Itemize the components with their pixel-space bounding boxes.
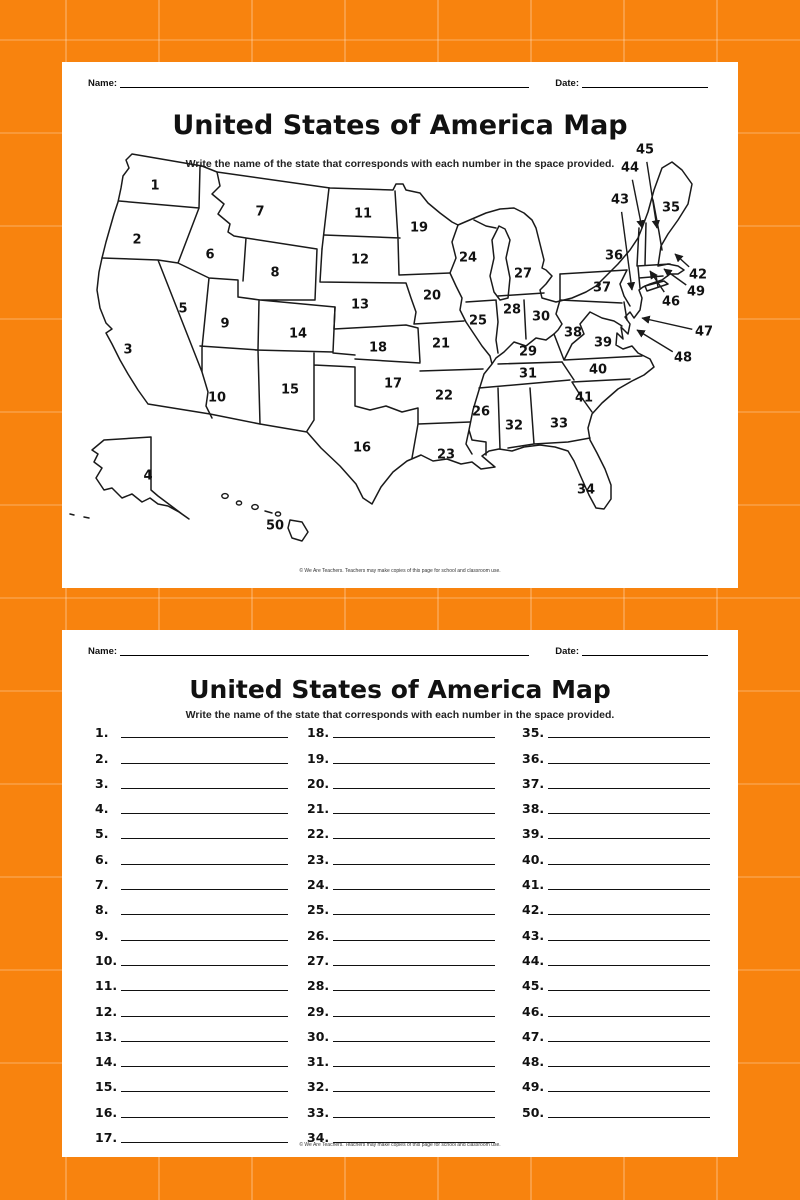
state-number: 29 bbox=[518, 344, 538, 360]
answer-number: 27. bbox=[307, 952, 330, 968]
answer-row bbox=[307, 1019, 497, 1044]
state-number: 13 bbox=[350, 297, 370, 313]
state-number: 6 bbox=[205, 247, 215, 263]
answer-blank-line bbox=[121, 778, 288, 789]
state-number: 44 bbox=[620, 160, 640, 176]
answer-blank-line bbox=[548, 1081, 710, 1092]
answer-row bbox=[522, 816, 712, 841]
answer-number: 24. bbox=[307, 877, 330, 893]
answer-row bbox=[522, 1069, 712, 1094]
state-number: 43 bbox=[610, 192, 630, 208]
state-number: 42 bbox=[688, 267, 708, 283]
answer-row bbox=[307, 867, 497, 892]
state-number: 15 bbox=[280, 382, 300, 398]
answer-blank-line bbox=[548, 1107, 710, 1118]
answer-number: 35. bbox=[522, 725, 545, 741]
name-label: Name: bbox=[88, 78, 118, 89]
state-number: 47 bbox=[694, 324, 714, 340]
answer-row bbox=[522, 993, 712, 1018]
state-borders-west bbox=[102, 167, 335, 418]
answer-number: 37. bbox=[522, 775, 545, 791]
answer-number: 17. bbox=[95, 1130, 118, 1146]
answer-row bbox=[307, 968, 497, 993]
answer-blank-line bbox=[121, 803, 288, 814]
answer-blank-line bbox=[548, 1031, 710, 1042]
answer-blank-line bbox=[548, 955, 710, 966]
answer-number: 32. bbox=[307, 1079, 330, 1095]
answer-blank-line bbox=[333, 753, 495, 764]
answer-number: 38. bbox=[522, 801, 545, 817]
answer-row bbox=[95, 816, 290, 841]
state-number: 16 bbox=[352, 440, 372, 456]
answer-row bbox=[307, 740, 497, 765]
answer-row bbox=[95, 867, 290, 892]
answer-row bbox=[522, 943, 712, 968]
answer-row bbox=[95, 968, 290, 993]
answer-row bbox=[522, 968, 712, 993]
state-pointer-arrow bbox=[632, 180, 642, 228]
answer-row bbox=[307, 766, 497, 791]
state-number: 40 bbox=[588, 362, 608, 378]
answer-blank-line bbox=[121, 955, 288, 966]
state-numbers bbox=[123, 179, 680, 534]
answer-blank-line bbox=[121, 904, 288, 915]
answer-number: 42. bbox=[522, 902, 545, 918]
answer-blank-line bbox=[548, 1006, 710, 1017]
answer-row bbox=[307, 943, 497, 968]
copyright-footer: © We Are Teachers. Teachers may make copies of this page for school and classroom use. bbox=[299, 1142, 501, 1148]
answer-row bbox=[95, 740, 290, 765]
us-map bbox=[62, 62, 738, 588]
answer-blank-line bbox=[548, 854, 710, 865]
answer-row bbox=[522, 1094, 712, 1119]
answer-number: 45. bbox=[522, 978, 545, 994]
answer-row bbox=[307, 1094, 497, 1119]
answer-number: 40. bbox=[522, 851, 545, 867]
answer-blank-line bbox=[121, 980, 288, 991]
lake-michigan-outline bbox=[490, 226, 510, 300]
state-number: 12 bbox=[350, 252, 370, 268]
answer-row bbox=[95, 943, 290, 968]
answer-column-1 bbox=[95, 715, 290, 1145]
answer-blank-line bbox=[121, 1006, 288, 1017]
state-number: 4 bbox=[143, 468, 153, 484]
answer-blank-line bbox=[121, 1107, 288, 1118]
state-number: 37 bbox=[592, 280, 612, 296]
answer-number: 13. bbox=[95, 1028, 118, 1044]
answer-row bbox=[307, 892, 497, 917]
state-number: 19 bbox=[409, 220, 429, 236]
answer-blank-line bbox=[333, 1031, 495, 1042]
answer-blank-line bbox=[121, 1056, 288, 1067]
answer-row bbox=[307, 791, 497, 816]
answer-number: 48. bbox=[522, 1054, 545, 1070]
answer-row bbox=[522, 791, 712, 816]
answer-blank-line bbox=[333, 1107, 495, 1118]
answer-number: 18. bbox=[307, 725, 330, 741]
state-number: 22 bbox=[434, 388, 454, 404]
answer-number: 46. bbox=[522, 1003, 545, 1019]
answer-row bbox=[522, 841, 712, 866]
answer-row bbox=[522, 917, 712, 942]
state-number: 21 bbox=[431, 336, 451, 352]
answer-blank-line bbox=[121, 854, 288, 865]
map-worksheet-page bbox=[62, 62, 738, 588]
answer-blank-line bbox=[333, 980, 495, 991]
state-number: 46 bbox=[661, 294, 681, 310]
answer-row bbox=[95, 917, 290, 942]
answer-blank-line bbox=[333, 803, 495, 814]
answer-blank-line bbox=[121, 1031, 288, 1042]
answer-number: 19. bbox=[307, 750, 330, 766]
answer-number: 2. bbox=[95, 750, 109, 766]
answer-row bbox=[522, 1044, 712, 1069]
answer-blank-line bbox=[548, 1056, 710, 1067]
answer-number: 33. bbox=[307, 1104, 330, 1120]
state-pointer-arrow bbox=[675, 254, 689, 267]
answer-blank-line bbox=[333, 955, 495, 966]
answer-number: 4. bbox=[95, 801, 109, 817]
state-number: 14 bbox=[288, 326, 308, 342]
answer-blank-line bbox=[333, 727, 495, 738]
answer-row bbox=[522, 867, 712, 892]
answer-number: 49. bbox=[522, 1079, 545, 1095]
answer-row bbox=[522, 1019, 712, 1044]
answer-row bbox=[307, 917, 497, 942]
page-instructions: Write the name of the state that corresponds with each number in the space provided. bbox=[185, 158, 615, 170]
state-number: 9 bbox=[220, 316, 230, 332]
answer-number: 31. bbox=[307, 1054, 330, 1070]
answer-number: 1. bbox=[95, 725, 109, 741]
state-number: 2 bbox=[132, 232, 142, 248]
answer-blank-line bbox=[548, 904, 710, 915]
name-blank-line bbox=[120, 646, 529, 656]
state-number: 10 bbox=[207, 390, 227, 406]
state-number: 50 bbox=[265, 518, 285, 534]
answer-row bbox=[95, 791, 290, 816]
answer-blank-line bbox=[121, 727, 288, 738]
answer-blank-line bbox=[333, 854, 495, 865]
state-number: 7 bbox=[255, 204, 265, 220]
state-borders-plains bbox=[258, 191, 483, 458]
answer-row bbox=[522, 892, 712, 917]
answer-number: 16. bbox=[95, 1104, 118, 1120]
state-pointer-arrow bbox=[642, 318, 692, 329]
state-number: 48 bbox=[673, 350, 693, 366]
answer-blank-line bbox=[548, 828, 710, 839]
state-number: 32 bbox=[504, 418, 524, 434]
answer-row bbox=[95, 1094, 290, 1119]
state-number: 30 bbox=[531, 309, 551, 325]
answer-row bbox=[95, 1019, 290, 1044]
answer-number: 21. bbox=[307, 801, 330, 817]
date-label: Date: bbox=[555, 78, 579, 89]
answer-blank-line bbox=[548, 778, 710, 789]
state-number: 39 bbox=[593, 335, 613, 351]
answer-number: 14. bbox=[95, 1054, 118, 1070]
state-number: 17 bbox=[383, 376, 403, 392]
state-number: 49 bbox=[686, 284, 706, 300]
state-number: 25 bbox=[468, 313, 488, 329]
answer-blank-line bbox=[333, 930, 495, 941]
answer-row bbox=[307, 816, 497, 841]
state-number: 38 bbox=[563, 325, 583, 341]
answer-number: 30. bbox=[307, 1028, 330, 1044]
state-number: 3 bbox=[123, 342, 133, 358]
answer-number: 25. bbox=[307, 902, 330, 918]
answer-number: 10. bbox=[95, 952, 118, 968]
state-number: 20 bbox=[422, 288, 442, 304]
state-number: 1 bbox=[150, 178, 160, 194]
answer-blank-line bbox=[333, 879, 495, 890]
state-number: 33 bbox=[549, 416, 569, 432]
state-number: 24 bbox=[458, 250, 478, 266]
answer-row bbox=[95, 715, 290, 740]
answer-row bbox=[522, 766, 712, 791]
page-instructions: Write the name of the state that corresponds with each number in the space provided. bbox=[185, 709, 615, 721]
alaska-outline bbox=[70, 437, 189, 519]
answer-number: 12. bbox=[95, 1003, 118, 1019]
answer-blank-line bbox=[333, 828, 495, 839]
state-number: 28 bbox=[502, 302, 522, 318]
answer-number: 44. bbox=[522, 952, 545, 968]
answer-row bbox=[95, 1069, 290, 1094]
page-title: United States of America Map bbox=[189, 675, 611, 704]
answer-number: 50. bbox=[522, 1104, 545, 1120]
state-number: 5 bbox=[178, 301, 188, 317]
answer-row bbox=[95, 892, 290, 917]
state-number: 26 bbox=[471, 404, 491, 420]
answer-number: 3. bbox=[95, 775, 109, 791]
answer-number: 39. bbox=[522, 826, 545, 842]
answer-number: 23. bbox=[307, 851, 330, 867]
answer-column-2 bbox=[307, 715, 497, 1145]
state-number: 23 bbox=[436, 447, 456, 463]
state-number: 34 bbox=[576, 482, 596, 498]
answer-blank-line bbox=[548, 930, 710, 941]
answer-blank-line bbox=[548, 980, 710, 991]
answer-blank-line bbox=[121, 753, 288, 764]
answer-row bbox=[522, 740, 712, 765]
answer-row bbox=[307, 993, 497, 1018]
answer-blank-line bbox=[548, 803, 710, 814]
answer-row bbox=[307, 841, 497, 866]
answer-column-3 bbox=[522, 715, 712, 1120]
state-number: 35 bbox=[661, 200, 681, 216]
answer-row bbox=[307, 715, 497, 740]
page-title: United States of America Map bbox=[172, 110, 628, 141]
answer-row bbox=[522, 715, 712, 740]
answer-blank-line bbox=[333, 1081, 495, 1092]
answer-blank-line bbox=[333, 1006, 495, 1017]
name-date-row bbox=[88, 646, 708, 657]
answer-number: 36. bbox=[522, 750, 545, 766]
state-number: 18 bbox=[368, 340, 388, 356]
state-borders-northeast bbox=[554, 200, 670, 412]
answer-number: 7. bbox=[95, 877, 109, 893]
hawaii-islands bbox=[222, 494, 308, 541]
answer-number: 9. bbox=[95, 927, 109, 943]
answer-number: 22. bbox=[307, 826, 330, 842]
answer-blank-line bbox=[333, 1056, 495, 1067]
answer-blank-line bbox=[548, 753, 710, 764]
state-number: 45 bbox=[635, 142, 655, 158]
answer-row bbox=[307, 1069, 497, 1094]
answer-number: 20. bbox=[307, 775, 330, 791]
answer-number: 5. bbox=[95, 826, 109, 842]
answer-row bbox=[95, 993, 290, 1018]
answer-row bbox=[95, 766, 290, 791]
answer-blank-line bbox=[548, 727, 710, 738]
answer-blank-line bbox=[333, 778, 495, 789]
state-pointer-arrow bbox=[647, 162, 657, 228]
answer-blank-line bbox=[121, 879, 288, 890]
answer-blank-line bbox=[121, 1081, 288, 1092]
answer-sheet-page bbox=[62, 630, 738, 1157]
name-label: Name: bbox=[88, 646, 118, 657]
answer-number: 29. bbox=[307, 1003, 330, 1019]
answer-number: 11. bbox=[95, 978, 118, 994]
answer-number: 47. bbox=[522, 1028, 545, 1044]
answer-number: 26. bbox=[307, 927, 330, 943]
answer-blank-line bbox=[548, 879, 710, 890]
answer-number: 43. bbox=[522, 927, 545, 943]
copyright-footer: © We Are Teachers. Teachers may make copies of this page for school and classroom use. bbox=[299, 568, 501, 574]
state-pointer-arrow bbox=[637, 330, 673, 352]
state-number: 8 bbox=[270, 265, 280, 281]
state-number: 41 bbox=[574, 390, 594, 406]
date-blank-line bbox=[582, 646, 708, 656]
answer-row bbox=[307, 1044, 497, 1069]
state-number: 27 bbox=[513, 266, 533, 282]
answer-number: 8. bbox=[95, 902, 109, 918]
answer-number: 28. bbox=[307, 978, 330, 994]
answer-number: 15. bbox=[95, 1079, 118, 1095]
state-number: 11 bbox=[353, 206, 373, 222]
answer-number: 41. bbox=[522, 877, 545, 893]
answer-blank-line bbox=[121, 930, 288, 941]
answer-row bbox=[95, 1044, 290, 1069]
answer-number: 34. bbox=[307, 1130, 330, 1146]
answer-blank-line bbox=[333, 904, 495, 915]
date-label: Date: bbox=[555, 646, 579, 657]
state-number: 31 bbox=[518, 366, 538, 382]
answer-number: 6. bbox=[95, 851, 109, 867]
answer-row bbox=[95, 841, 290, 866]
answer-blank-line bbox=[121, 828, 288, 839]
state-number: 36 bbox=[604, 248, 624, 264]
